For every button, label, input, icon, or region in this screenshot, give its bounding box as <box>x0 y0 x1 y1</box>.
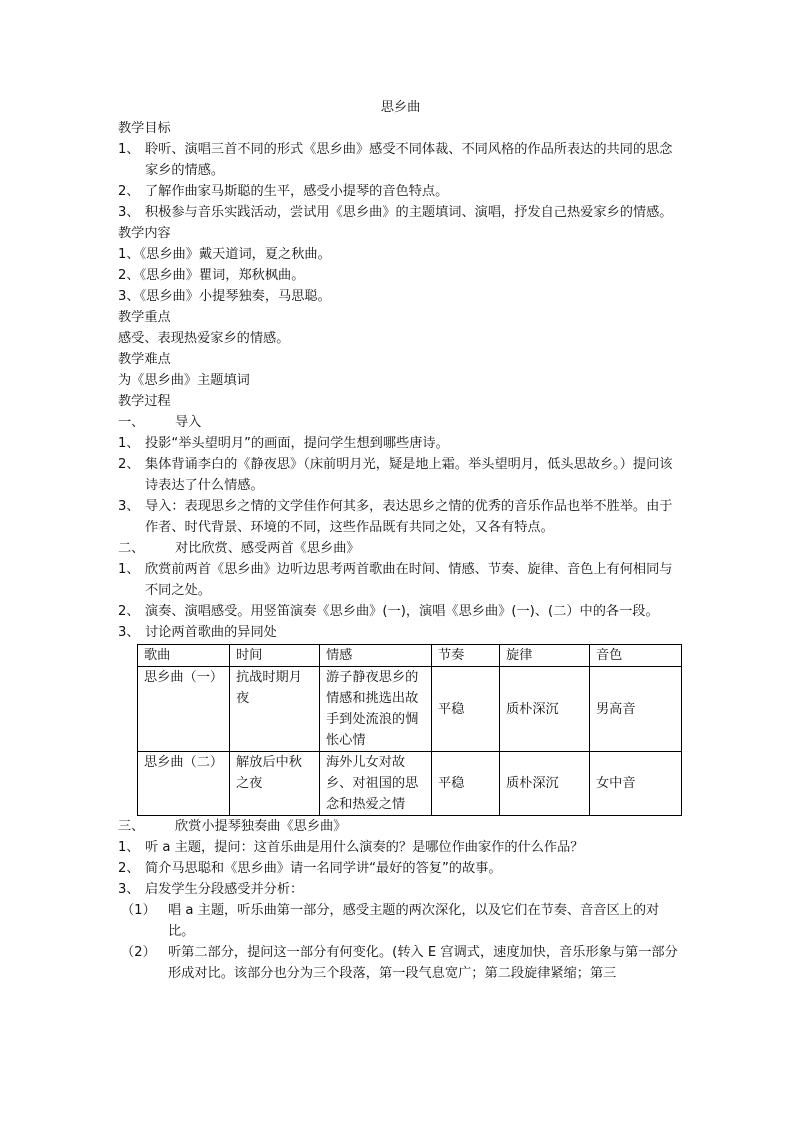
process-item <box>118 433 683 454</box>
table-cell: 男高音 <box>590 667 682 752</box>
sub-item-number: （2） <box>121 945 156 960</box>
table-row <box>138 667 682 752</box>
section-title: 欣赏小提琴独奏曲《思乡曲》 <box>175 819 347 834</box>
table-cell: 平稳 <box>432 667 500 752</box>
process-item <box>118 559 683 601</box>
content-item: 1、《思乡曲》戴天道词，夏之秋曲。 <box>118 247 331 262</box>
section-title: 对比欣赏、感受两首《思乡曲》 <box>175 541 360 556</box>
table-header-cell: 时间 <box>230 645 320 667</box>
section-title: 导入 <box>175 415 202 430</box>
content-heading: 教学内容 <box>118 226 171 241</box>
table-cell: 女中音 <box>590 752 682 816</box>
table-cell: 质朴深沉 <box>500 752 590 816</box>
item-number: 1、 <box>118 562 140 577</box>
table-header-cell: 节奏 <box>432 645 500 667</box>
item-text: 欣赏前两首《思乡曲》边听边思考两首歌曲在时间、情感、节奏、旋律、音色上有何相同与不同之处。 <box>145 562 673 598</box>
sub-item-text: 听第二部分，提问这一部分有何变化。(转入 E 宫调式，速度加快，音乐形象与第一部分形成对比。该部分也分为三个段落，第一段气息宽广；第二段旋律紧缩；第三 <box>168 945 678 981</box>
table-header-cell: 旋律 <box>500 645 590 667</box>
goal-text: 积极参与音乐实践活动，尝试用《思乡曲》的主题填词、演唱，抒发自己热爱家乡的情感。 <box>145 205 673 220</box>
process-item <box>118 496 683 538</box>
content-item: 3、《思乡曲》小提琴独奏，马思聪。 <box>118 289 331 304</box>
table-cell: 游子静夜思乡的情感和挑选出故手到处流浪的惆怅心情 <box>320 667 432 752</box>
item-text: 简介马思聪和《思乡曲》请一名同学讲“最好的答复”的故事。 <box>145 861 502 876</box>
goal-number: 1、 <box>118 142 140 157</box>
goal-number: 2、 <box>118 184 140 199</box>
goal-text: 了解作曲家马斯聪的生平，感受小提琴的音色特点。 <box>145 184 449 199</box>
section-number: 三、 <box>118 819 145 834</box>
section-heading <box>118 816 683 837</box>
process-item <box>118 454 683 496</box>
process-item <box>118 622 683 643</box>
item-number: 2、 <box>118 457 140 472</box>
process-item <box>118 879 683 900</box>
goal-item <box>118 202 683 223</box>
difficulty-text: 为《思乡曲》主题填词 <box>118 373 250 388</box>
table-cell: 抗战时期月夜 <box>230 667 320 752</box>
section-heading <box>118 412 683 433</box>
section-number: 二、 <box>118 541 145 556</box>
difficulty-heading: 教学难点 <box>118 352 171 367</box>
process-item <box>118 858 683 879</box>
goal-text: 聆听、演唱三首不同的形式《思乡曲》感受不同体裁、不同风格的作品所表达的共同的思念家乡的情感。 <box>145 142 673 178</box>
table-cell: 思乡曲（一） <box>138 667 230 752</box>
process-item <box>118 601 683 622</box>
goal-item <box>118 139 683 181</box>
item-text: 导入：表现思乡之情的文学佳作何其多，表达思乡之情的优秀的音乐作品也举不胜举。由于作者、时代背景、环境的不同，这些作品既有共同之处，又各有特点。 <box>145 499 673 535</box>
item-text: 听 a 主题，提问：这首乐曲是用什么演奏的？是哪位作曲家作的什么作品？ <box>145 840 584 855</box>
item-text: 集体背诵李白的《静夜思》（床前明月光，疑是地上霜。举头望明月，低头思故乡。）提问该诗表达了什么情感。 <box>145 457 673 493</box>
content-item: 2、《思乡曲》瞿词，郑秋枫曲。 <box>118 268 305 283</box>
table-cell: 平稳 <box>432 752 500 816</box>
item-number: 1、 <box>118 840 140 855</box>
section-number: 一、 <box>118 415 145 430</box>
table-header-cell: 歌曲 <box>138 645 230 667</box>
process-item <box>118 837 683 858</box>
document-title: 思乡曲 <box>380 100 421 115</box>
table-header-row <box>138 645 682 667</box>
item-number: 1、 <box>118 436 140 451</box>
item-number: 2、 <box>118 604 140 619</box>
process-heading: 教学过程 <box>118 394 171 409</box>
table-header-cell: 音色 <box>590 645 682 667</box>
comparison-table <box>137 644 682 816</box>
section-heading <box>118 538 683 559</box>
item-text: 投影“举头望明月”的画面，提问学生想到哪些唐诗。 <box>145 436 449 451</box>
item-text: 讨论两首歌曲的异同处 <box>145 625 277 640</box>
table-cell: 质朴深沉 <box>500 667 590 752</box>
sub-item <box>118 900 683 942</box>
goal-number: 3、 <box>118 205 140 220</box>
table-header-cell: 情感 <box>320 645 432 667</box>
sub-item <box>118 942 683 984</box>
item-number: 3、 <box>118 499 140 514</box>
item-text: 启发学生分段感受并分析： <box>145 882 304 897</box>
item-text: 演奏、演唱感受。用竖笛演奏《思乡曲》(一)，演唱《思乡曲》(一)、(二）中的各一段。 <box>145 604 659 619</box>
item-number: 3、 <box>118 625 140 640</box>
item-number: 3、 <box>118 882 140 897</box>
table-cell: 解放后中秋之夜 <box>230 752 320 816</box>
key-heading: 教学重点 <box>118 310 171 325</box>
table-cell: 海外儿女对故乡、对祖国的思念和热爱之情 <box>320 752 432 816</box>
goal-item <box>118 181 683 202</box>
table-row <box>138 752 682 816</box>
goals-heading: 教学目标 <box>118 121 171 136</box>
key-text: 感受、表现热爱家乡的情感。 <box>118 331 290 346</box>
sub-item-text: 唱 a 主题，听乐曲第一部分，感受主题的两次深化，以及它们在节奏、音音区上的对比。 <box>168 903 660 939</box>
table-cell: 思乡曲（二） <box>138 752 230 816</box>
document-body <box>118 97 683 984</box>
item-number: 2、 <box>118 861 140 876</box>
sub-item-number: （1） <box>121 903 156 918</box>
